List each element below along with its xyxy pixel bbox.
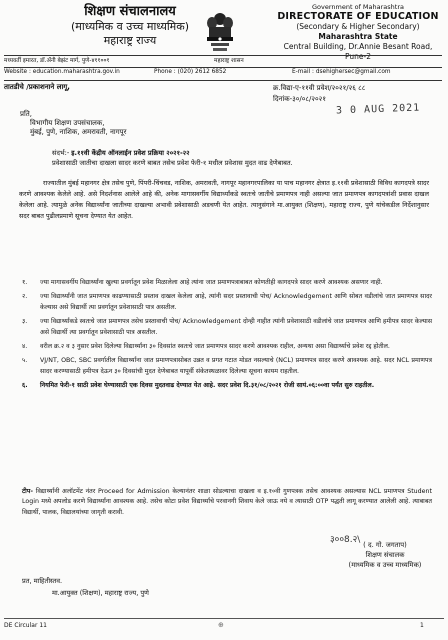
reference-number: क्र.विद्या-ए-११वी प्रवेश/२०२१/२६ ८८ — [273, 84, 366, 92]
footer-circular: DE Circular 11 — [4, 622, 47, 629]
header-left-subtitle: (माध्यमिक व उच्च माध्यमिक) — [71, 20, 189, 33]
email-text: E-mail : dsehighersec@gmail.com — [292, 69, 391, 75]
to-recipient: विभागीय शिक्षण उपसंचालक, — [30, 119, 105, 127]
list-item — [22, 317, 432, 338]
copy-label: प्रत, माहितीस्तव. — [22, 577, 63, 585]
list-item-text: ज्या मागासवर्गीय विद्यार्थ्यांना खुल्या प्रवर्गातून प्रवेश मिळालेला आहे त्यांना जात प्रमाणपत्राबाबत कोणतीही कागदपत्रे सादर करणे आवश्यक असणार नाही. — [40, 279, 383, 286]
list-item-text: ज्या विद्यार्थ्यांनी जात प्रमाणपत्र काढण्यासाठी प्रस्ताव दाखल केलेला आहे, त्यांनी सदर प्रस्तावाची पोच/ Acknowledgement आणि सोबत वडीलांचे जात प्रमाणपत्र सादर केल्यास असे विद्यार्थी त्या प्रवर्गातून प्रवेशासाठी पात्र असतील. — [40, 293, 432, 311]
page-number: 1 — [420, 622, 424, 629]
signature-block — [330, 540, 440, 570]
header-state: Maharashtra State — [318, 32, 398, 41]
urgent-note: तातडीचे /प्रकाशनाने लागू, — [4, 83, 70, 91]
list-item-text: ज्या विद्यार्थ्यांकडे स्वतःचे जात प्रमाणपत्र तसेच प्रस्तावाची पोच/ Acknowledgement दोन्ही नाहीत त्यांनी प्रवेशासाठी वडीलांचे जात प्रमाणपत्र आणि हमीपत्र सादर केल्यास असे विद्यार्थी त्या प्रवर्गातून प्रवेशासाठी पात्र असतील. — [40, 318, 432, 336]
header-rule-bottom — [4, 80, 442, 81]
list-item-text: VJ/NT, OBC, SBC प्रवर्गातील विद्यार्थ्यांना जात प्रमाणपत्रासोबत उन्नत व प्रगत गटात मोडत नसल्याचे (NCL) प्रमाणपत्र सादर करणे आवश्यक आहे. सदर NCL प्रमाणपत्र सादर करण्यासाठी हमीपत्र देऊन ३० दिवसांची मुदत देणेबाबत यापूर्वी संकेतस्थळावर दिलेल्या सूचना कायम राहतील. — [40, 357, 432, 375]
note-text: विद्यार्थ्यांनी अलॉटमेंट नंतर Proceed for Admission केल्यानंतर शाळा सोडल्याचा दाखला व इ.१०वी गुणपत्रक तसेच आवश्यक असल्यास NCL प्रमाणपत्र Student Login मध्ये अपलोड करणे विद्यार्थ्यांना आवश्यक आहे. तसेच कोटा प्रवेश विद्यार्थ्यांचे परवानगी शिवाय केले जाऊ नये व त्यासाठी OTP पद्धती लागू करण्यात आलेली आहे. त्याबाबत विद्यार्थी, पालक, विद्यालयांच्या जागृती करावी. — [22, 488, 432, 516]
header-rule-mid — [4, 67, 442, 68]
subject-title: इ.११वी केंद्रीय ऑनलाईन प्रवेश प्रक्रिया २०२१-२२ — [71, 149, 190, 157]
state-emblem-icon — [203, 10, 237, 54]
signature-scrawl: ३००8.२\ — [330, 535, 361, 545]
list-item-number: ५. — [22, 357, 28, 365]
address-row — [4, 56, 442, 66]
signatory-name: ( द. गो. जगताप) — [363, 541, 407, 549]
phone-text: Phone : (020) 2612 6852 — [154, 69, 227, 75]
copy-recipient: मा.आयुक्त (शिक्षण), महाराष्ट्र राज्य, पुणे — [52, 589, 149, 597]
instruction-list — [22, 278, 432, 396]
website-text: Website : education.maharashtra.gov.in — [4, 69, 120, 75]
header-right — [274, 3, 442, 62]
header-left-state: महाराष्ट्र राज्य — [103, 34, 157, 47]
signatory-dept: (माध्यमिक व उच्च माध्यमिक) — [348, 561, 422, 569]
header-left — [70, 4, 190, 48]
list-item-text: वरील क्र.२ व ३ नुसार प्रवेश दिलेल्या विद्यार्थ्यांना ३० दिवसांत स्वतःचे जात प्रमाणपत्र सादर करणे आवश्यक राहील, अन्यथा असा विद्यार्थ्याचे प्रवेश रद्द होतील. — [40, 343, 390, 351]
header-directorate: DIRECTORATE OF EDUCATION — [277, 11, 439, 22]
header-government: Government of Maharashtra — [312, 3, 404, 11]
subject-line2: प्रवेशासाठी जातीचा दाखला सादर करणे बाबत तसेच प्रवेश फेरी-१ मधील प्रवेशास मुदत वाढ देणेबाबत. — [52, 159, 293, 167]
note-block — [22, 487, 432, 518]
subject-label: संदर्भ:- — [52, 149, 72, 157]
list-item-number: २. — [22, 293, 28, 301]
to-locations: मुंबई, पुणे, नाशिक, अमरावती, नागपूर — [30, 128, 127, 136]
list-item-number: ६. — [22, 382, 28, 390]
footer-mark-icon: ⊕ — [218, 621, 224, 629]
list-item-number: १. — [22, 279, 28, 286]
header-left-title: शिक्षण संचालनालय — [84, 4, 176, 19]
contact-row — [4, 69, 442, 79]
list-item — [22, 342, 432, 352]
header-section: (Secondary & Higher Secondary) — [296, 22, 420, 31]
footer-rule — [4, 618, 444, 619]
header-address-en: Central Building, Dr.Annie Besant Road, Pune-2 — [283, 42, 433, 61]
note-label: टीप- — [22, 488, 33, 495]
list-item — [22, 292, 432, 313]
signatory-title: शिक्षण संचालक — [365, 551, 405, 559]
received-date-stamp: 3 0 AUG 2021 — [335, 102, 421, 117]
reference-date: दिनांक-३०/०८/२०२१ — [273, 95, 326, 103]
list-item — [22, 381, 432, 391]
list-item-number: ३. — [22, 318, 28, 326]
list-item — [22, 278, 432, 288]
to-label: प्रति, — [20, 110, 33, 118]
government-mr: महाराष्ट्र शासन — [214, 58, 244, 64]
subject-block — [52, 148, 424, 168]
intro-paragraph: राज्यातील मुंबई महानगर क्षेत्र तसेच पुणे, पिंपरी-चिंचवड, नाशिक, अमरावती, नागपूर महानगरपालिका या पाच महानगर क्षेत्रात इ.११वी प्रवेशासाठी विविध कागदपत्रे सादर करणे आवश्यक केलेले आहे. असे निदर्शनास आलेले आहे की, अनेक मागासवर्गीय विद्यार्थ्यांकडे स्वतःचे जातीचे प्रमाणपत्र नाही असल्या जात प्रमाणपत्र कागदपत्रांशी प्रवास दाखल केलेला आहे. त्यामुळे अनेक विद्यार्थ्यांना जातीच्या दाखल्या अभावी प्रवेशासाठी अडचणी येत आहेत. त्यानुसंगाने मा.आयुक्त (शिक्षण), महाराष्ट्र राज्य, पुणे यांचेकडील निर्देशानुसार सदर बाबत पुढीलप्रमाणे सूचना देण्यात येत आहेत. — [19, 179, 429, 220]
list-item-text: नियमित फेरी-१ साठी प्रवेश घेण्यासाठी एक दिवस मुदतवाढ देण्यात येत आहे. सदर प्रवेश दि.३१/०८/२०२१ रोजी सायं.०६:००वा पर्यंत सुरु राहतील. — [40, 382, 375, 390]
list-item — [22, 356, 432, 377]
list-item-number: ४. — [22, 343, 28, 351]
address-mr: मध्यवर्ती इमारत, डॉ.ॲनी बेझंट मार्ग, पुणे-४११००१ — [4, 58, 110, 64]
